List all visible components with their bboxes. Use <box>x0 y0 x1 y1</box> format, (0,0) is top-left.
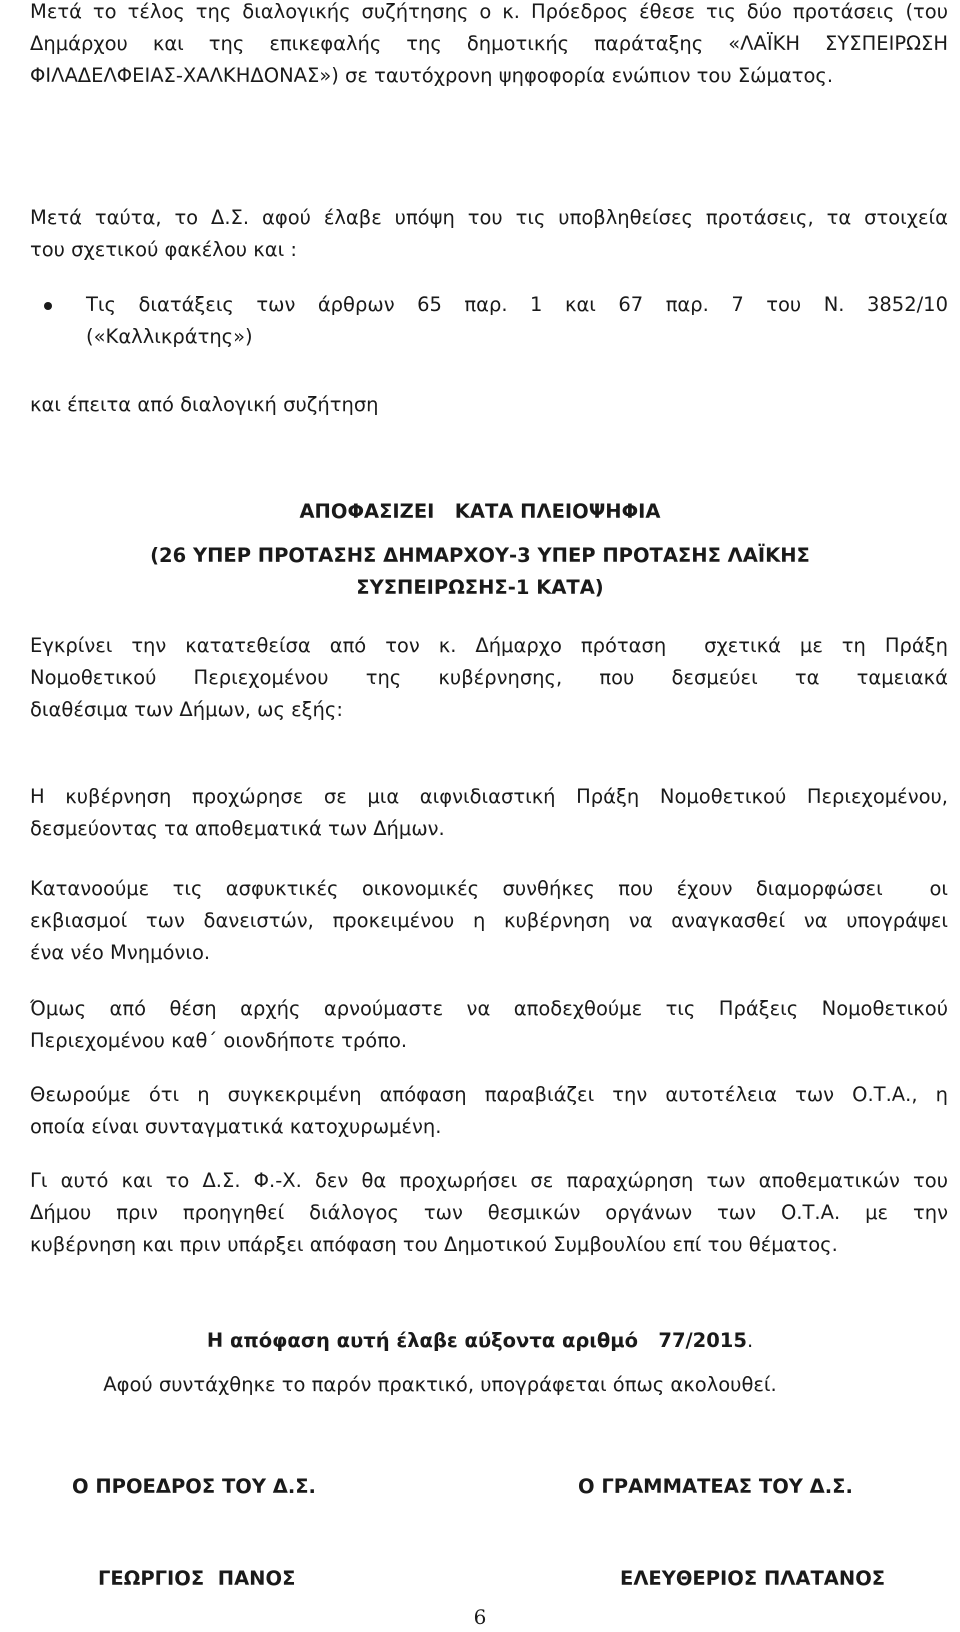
signing-note: Αφού συντάχθηκε το παρόν πρακτικό, υπογράφεται όπως ακολουθεί. <box>103 1373 777 1396</box>
text-line: Εγκρίνει την κατατεθείσα από τον κ. Δήμαρχο πρόταση σχετικά με τη Πράξη <box>30 634 948 657</box>
text-line: Δημάρχου και της επικεφαλής της δημοτικής παράταξης «ΛΑΪΚΗ ΣΥΣΠΕΙΡΩΣΗ <box>30 32 948 55</box>
text-line: Θεωρούμε ότι η συγκεκριμένη απόφαση παραβιάζει την αυτοτέλεια των Ο.Τ.Α., η <box>30 1083 948 1106</box>
text-line: του σχετικού φακέλου και : <box>30 238 297 261</box>
president-name: ΓΕΩΡΓΙΟΣ ΠΑΝΟΣ <box>98 1567 296 1590</box>
text-line: εκβιασμοί των δανειστών, προκειμένου η κυβέρνηση να αναγκασθεί να υπογράψει <box>30 909 948 932</box>
paragraph-council-consideration <box>30 202 948 266</box>
bullet-icon <box>44 302 52 310</box>
text-line: Μετά το τέλος της διαλογικής συζήτησης ο κ. Πρόεδρος έθεσε τις δύο προτάσεις (του <box>30 0 948 23</box>
secretary-title: Ο ΓΡΑΜΜΑΤΕΑΣ ΤΟΥ Δ.Σ. <box>578 1475 853 1498</box>
decision-number-text: Η απόφαση αυτή έλαβε αύξοντα αριθμό 77/2015 <box>206 1329 747 1352</box>
paragraph-economic-conditions <box>30 873 948 969</box>
paragraph-government-act <box>30 781 948 845</box>
decision-heading: ΑΠΟΦΑΣΙΖΕΙ ΚΑΤΑ ΠΛΕΙΟΨΗΦΙΑ <box>299 500 661 523</box>
text-line: Περιεχομένου καθ΄ οιονδήποτε τρόπο. <box>30 1029 408 1052</box>
text-line: κυβέρνηση και πριν υπάρξει απόφαση του Δημοτικού Συμβουλίου επί του θέματος. <box>30 1233 838 1256</box>
vote-tally-line-1: (26 ΥΠΕΡ ΠΡΟΤΑΣΗΣ ΔΗΜΑΡΧΟΥ-3 ΥΠΕΡ ΠΡΟΤΑΣΗΣ ΛΑΪΚΗΣ <box>150 544 810 567</box>
text-line: Η κυβέρνηση προχώρησε σε μια αιφνιδιαστική Πράξη Νομοθετικού Περιεχομένου, <box>30 785 948 808</box>
text-line: ΦΙΛΑΔΕΛΦΕΙΑΣ-ΧΑΛΚΗΔΟΝΑΣ») σε ταυτόχρονη ψηφοφορία ενώπιον του Σώματος. <box>30 64 834 87</box>
paragraph-autonomy-violation <box>30 1079 948 1143</box>
text-line: («Καλλικράτης») <box>86 325 253 348</box>
paragraph-after-dialogue <box>30 389 948 421</box>
text-line: ένα νέο Μνημόνιο. <box>30 941 211 964</box>
president-title: Ο ΠΡΟΕΔΡΟΣ ΤΟΥ Δ.Σ. <box>72 1475 316 1498</box>
text-line: Όμως από θέση αρχής αρνούμαστε να αποδεχθούμε τις Πράξεις Νομοθετικού <box>30 997 948 1020</box>
text-line: δεσμεύοντας τα αποθεματικά των Δήμων. <box>30 817 445 840</box>
bullet-list-item <box>30 289 948 353</box>
vote-tally-line-2: ΣΥΣΠΕΙΡΩΣΗΣ-1 ΚΑΤΑ) <box>356 576 604 599</box>
decision-number-line <box>0 1325 960 1357</box>
page-number: 6 <box>473 1605 487 1629</box>
paragraph-council-position <box>30 1165 948 1261</box>
secretary-name: ΕΛΕΥΘΕΡΙΟΣ ΠΛΑΤΑΝΟΣ <box>620 1567 886 1590</box>
text-line: και έπειτα από διαλογική συζήτηση <box>30 393 379 416</box>
paragraph-voting-procedure <box>30 0 948 92</box>
decision-number-dot: . <box>746 1329 754 1352</box>
text-line: Γι αυτό και το Δ.Σ. Φ.-Χ. δεν θα προχωρήσει σε παραχώρηση των αποθεματικών του <box>30 1169 948 1192</box>
paragraph-principle-refusal <box>30 993 948 1057</box>
text-line: οποία είναι συνταγματικά κατοχυρωμένη. <box>30 1115 442 1138</box>
text-line: Νομοθετικού Περιεχομένου της κυβέρνησης, που δεσμεύει τα ταμειακά <box>30 666 948 689</box>
text-line: Κατανοούμε τις ασφυκτικές οικονομικές συνθήκες που έχουν διαμορφώσει οι <box>30 877 948 900</box>
paragraph-approval <box>30 630 948 726</box>
text-line: Δήμου πριν προηγηθεί διάλογος των θεσμικών οργάνων των Ο.Τ.Α. με την <box>30 1201 948 1224</box>
text-line: Μετά ταύτα, το Δ.Σ. αφού έλαβε υπόψη του τις υποβληθείσες προτάσεις, τα στοιχεία <box>30 206 948 229</box>
text-line: Τις διατάξεις των άρθρων 65 παρ. 1 και 67 παρ. 7 του Ν. 3852/10 <box>86 293 948 316</box>
text-line: διαθέσιμα των Δήμων, ως εξής: <box>30 698 343 721</box>
